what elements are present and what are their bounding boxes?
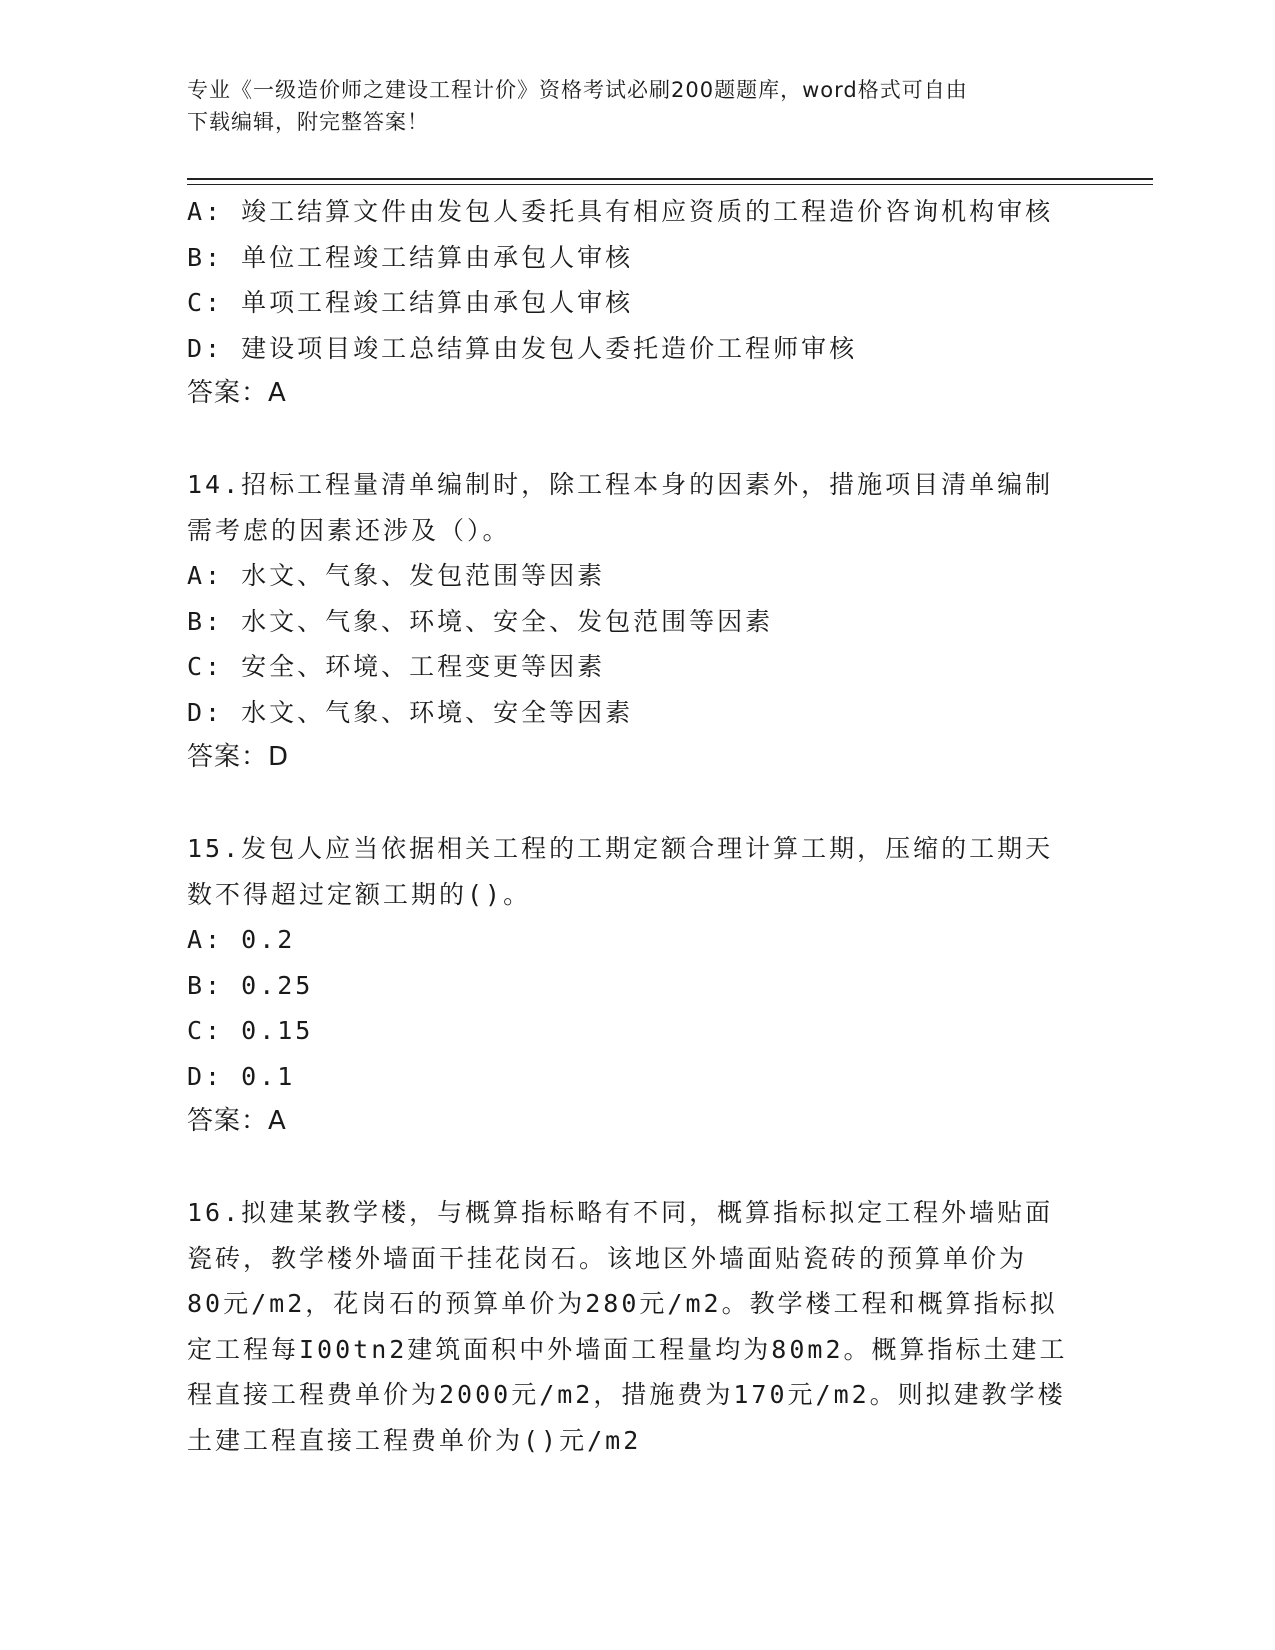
question-13 xyxy=(187,189,1087,417)
question-stem-line: 定工程每I00tn2建筑面积中外墙面工程量均为80m2。概算指标土建工 xyxy=(187,1334,1068,1364)
question-stem-line: 瓷砖，教学楼外墙面干挂花岗石。该地区外墙面贴瓷砖的预算单价为 xyxy=(187,1243,1028,1273)
header-line-2: 下载编辑，附完整答案！ xyxy=(187,110,429,134)
question-14 xyxy=(187,462,1087,781)
question-stem-line: 80元/m2，花岗石的预算单价为280元/m2。教学楼工程和概算指标拟 xyxy=(187,1289,1058,1318)
option-b: B: 单位工程竣工结算由承包人审核 xyxy=(187,242,634,272)
option-c: C: 安全、环境、工程变更等因素 xyxy=(187,652,606,681)
question-content xyxy=(187,189,1087,1463)
question-16 xyxy=(187,1190,1087,1463)
question-15 xyxy=(187,826,1087,1145)
header-divider-thin xyxy=(187,184,1153,185)
spacer xyxy=(187,417,1087,463)
option-d: D: 水文、气象、环境、安全等因素 xyxy=(187,697,634,727)
question-stem-line: 数不得超过定额工期的()。 xyxy=(187,879,532,909)
option-d: D: 0.1 xyxy=(187,1061,296,1091)
answer: 答案：A xyxy=(187,378,287,408)
question-stem-line: 需考虑的因素还涉及（）。 xyxy=(187,515,511,545)
option-a: A: 竣工结算文件由发包人委托具有相应资质的工程造价咨询机构审核 xyxy=(187,197,1054,226)
header-divider-thick xyxy=(187,178,1153,180)
question-stem-line: 14.招标工程量清单编制时，除工程本身的因素外，措施项目清单编制 xyxy=(187,470,1054,499)
option-d: D: 建设项目竣工总结算由发包人委托造价工程师审核 xyxy=(187,333,858,363)
option-c: C: 单项工程竣工结算由承包人审核 xyxy=(187,288,634,317)
option-b: B: 0.25 xyxy=(187,970,314,1000)
option-b: B: 水文、气象、环境、安全、发包范围等因素 xyxy=(187,606,774,636)
answer: 答案：A xyxy=(187,1106,287,1136)
spacer xyxy=(187,781,1087,827)
question-stem-line: 程直接工程费单价为2000元/m2，措施费为170元/m2。则拟建教学楼 xyxy=(187,1380,1066,1409)
answer: 答案：D xyxy=(187,742,290,772)
question-stem-line: 16.拟建某教学楼，与概算指标略有不同，概算指标拟定工程外墙贴面 xyxy=(187,1198,1054,1227)
question-stem-line: 土建工程直接工程费单价为()元/m2 xyxy=(187,1425,642,1455)
option-c: C: 0.15 xyxy=(187,1016,314,1045)
question-stem-line: 15.发包人应当依据相关工程的工期定额合理计算工期，压缩的工期天 xyxy=(187,834,1054,863)
spacer xyxy=(187,1145,1087,1191)
option-a: A: 0.2 xyxy=(187,925,296,954)
header-line-1: 专业《一级造价师之建设工程计价》资格考试必刷200题题库，word格式可自由 xyxy=(187,78,968,102)
document-header xyxy=(187,74,1067,138)
option-a: A: 水文、气象、发包范围等因素 xyxy=(187,561,606,590)
